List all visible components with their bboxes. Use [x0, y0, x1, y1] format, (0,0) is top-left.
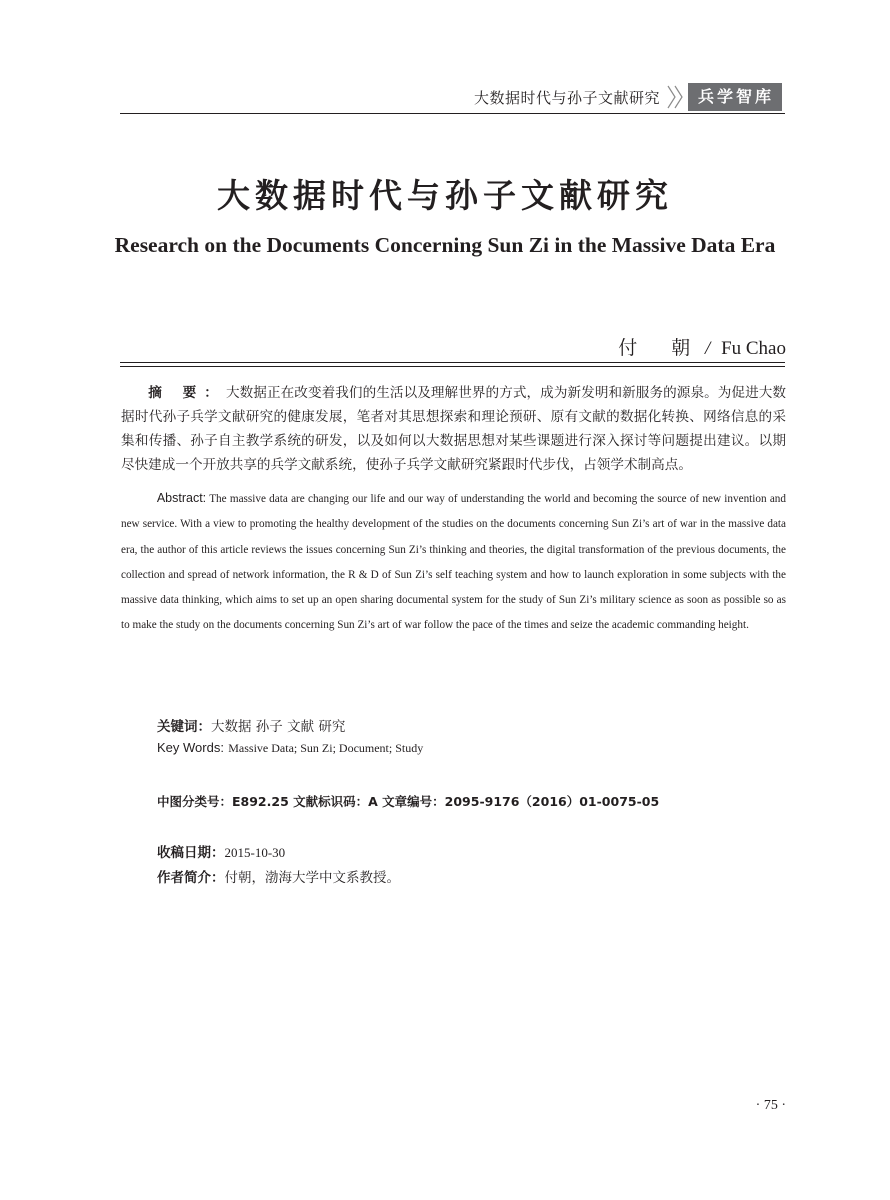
running-title: 大数据时代与孙子文献研究 [473, 88, 660, 107]
author-separator: / [705, 338, 711, 359]
page-number: · 75 · [755, 1098, 786, 1113]
author-bio-label: 作者简介： [157, 870, 225, 886]
abstract-english [121, 486, 786, 639]
keywords-en-value: Massive Data; Sun Zi; Document; Study [228, 741, 424, 755]
section-badge: 兵学智库 [688, 83, 782, 111]
english-title: Research on the Documents Concerning Sun Zi in the Massive Data Era [114, 233, 776, 257]
header-divider [120, 113, 785, 114]
author-name-en: Fu Chao [721, 338, 786, 359]
abstract-cn-label: 摘 要： [148, 385, 226, 401]
author-bio [157, 866, 400, 886]
received-label: 收稿日期： [157, 845, 225, 861]
author-name-cn: 付 朝 [618, 337, 705, 359]
divider-top [120, 362, 785, 363]
keywords-en-label: Key Words: [157, 740, 224, 755]
classification-text: 中图分类号：E892.25 文献标识码：A 文章编号：2095-9176（2016）01-0075-05 [157, 794, 660, 809]
classification-line [157, 792, 659, 810]
divider-bottom [120, 366, 785, 367]
abstract-en-label: Abstract: [156, 491, 207, 505]
abstract-en-text: The massive data are changing our life and our way of understanding the world and becoming the source of new invention and new service. With a view to promoting the healthy development of the studies on the documents concerning Sun Zi’s art of war in the massive data era, the author of this article reviews the issues concerning Sun Zi’s thinking and theories, the digital transformation of the previous documents, the collection and spread of network information, the R & D of Sun Zi’s self teaching system and how to launch exploration in some subjects with the massive data thinking, which aims to set up an open sharing documental system for the study of Sun Zi’s military science as soon as possible so as to make the study on the documents concerning Sun Zi’s art of war follow the pace of the times and seize the academic commanding height. [121, 493, 786, 632]
received-date [157, 841, 285, 861]
keywords-en [157, 740, 423, 756]
keywords-cn-label: 关键词： [157, 719, 211, 735]
author-bio-value: 付朝，渤海大学中文系教授。 [224, 870, 400, 886]
received-value: 2015-10-30 [224, 845, 286, 860]
double-chevron-icon [666, 84, 686, 110]
keywords-cn [157, 715, 345, 735]
running-header [474, 82, 782, 112]
keywords-cn-value: 大数据 孙子 文献 研究 [211, 719, 346, 735]
page-title: 大数据时代与孙子文献研究 [217, 176, 673, 215]
author-line [618, 333, 786, 360]
abstract-cn-text: 大数据正在改变着我们的生活以及理解世界的方式，成为新发明和新服务的源泉。为促进大数据时代孙子兵学文献研究的健康发展，笔者对其思想探索和理论预研、原有文献的数据化转换、网络信息的采集和传播、孙子自主教学系统的研发，以及如何以大数据思想对某些课题进行深入探讨等问题提出建议。以期尽快建成一个开放共享的兵学文献系统，使孙子兵学文献研究紧跟时代步伐，占领学术制高点。 [121, 385, 787, 473]
abstract-chinese [121, 381, 786, 477]
